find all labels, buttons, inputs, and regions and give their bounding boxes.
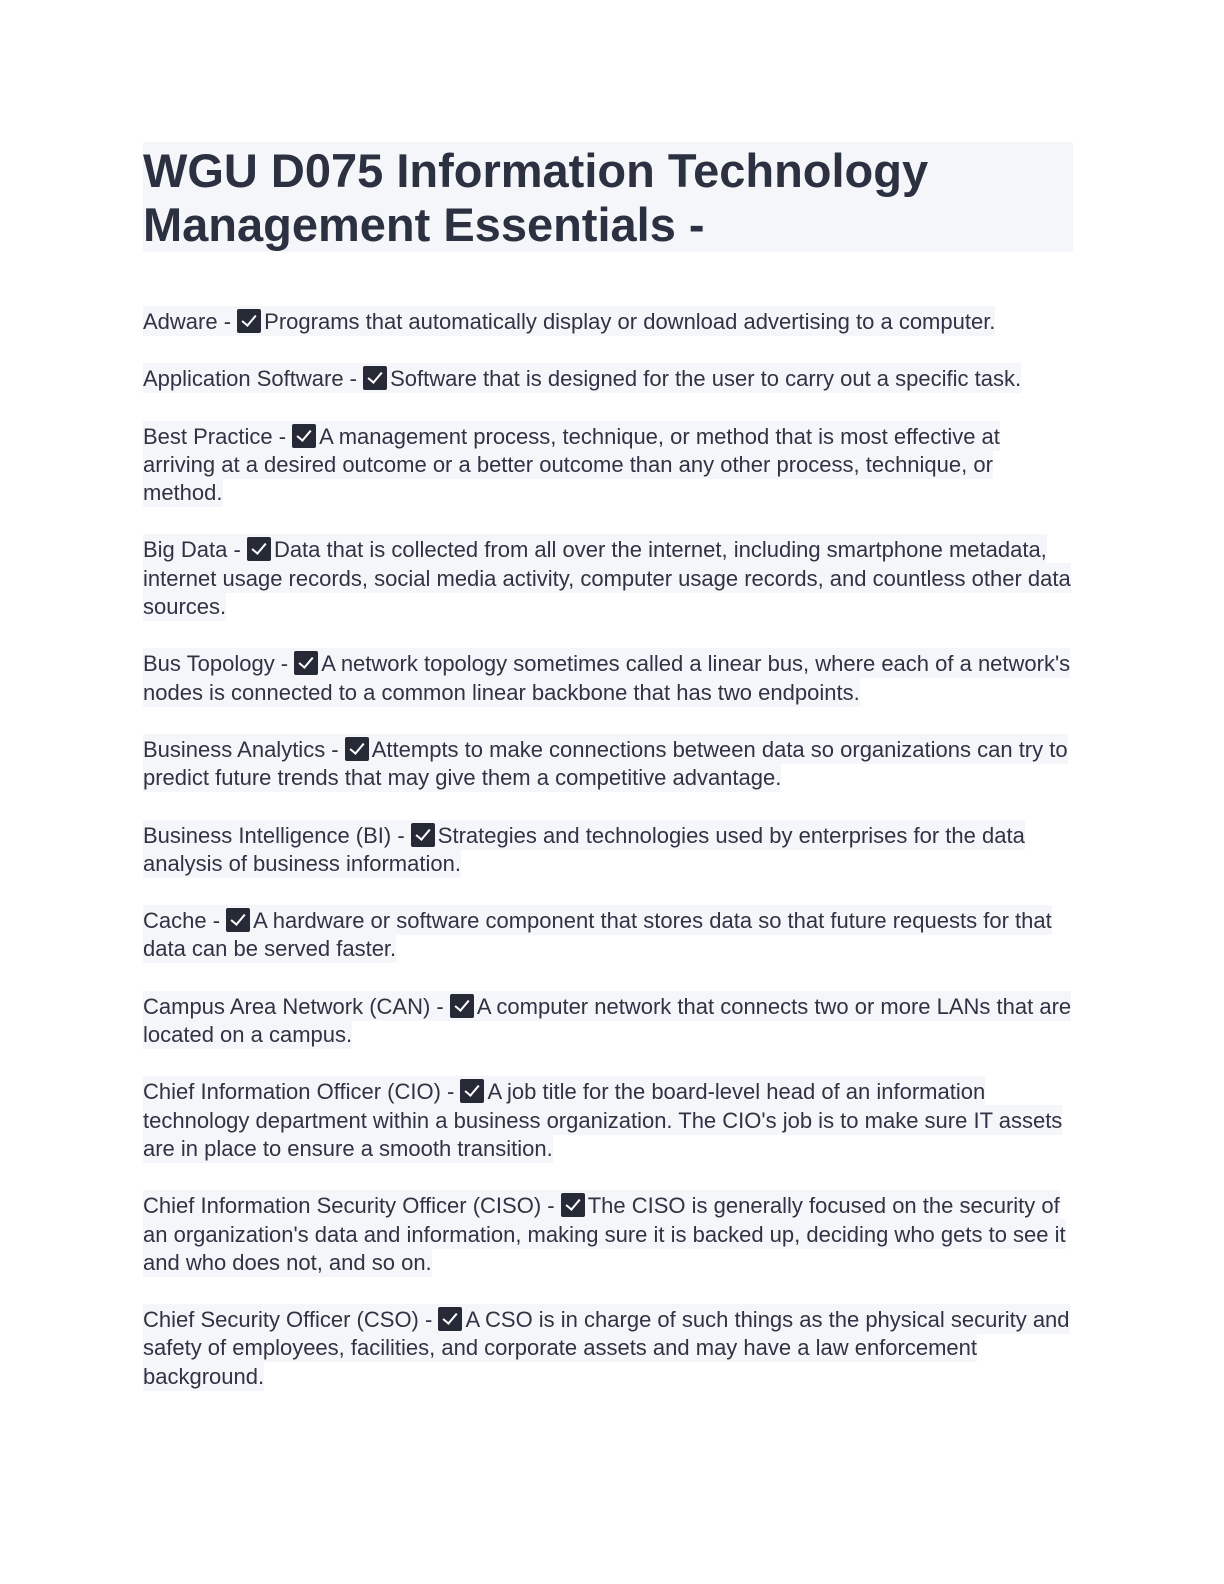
term: Business Intelligence (BI) - [143,822,411,848]
checkmark-icon [226,908,250,932]
flashcard-entry [143,1192,1073,1277]
definition: Attempts to make connections between data so organizations can try to predict future trends that may give them a competitive advantage. [143,736,1068,791]
flashcard-entry [143,822,1073,879]
definition: Software that is designed for the user to carry out a specific task. [390,366,1022,392]
term: Application Software - [143,366,364,392]
checkmark-icon [345,737,369,761]
term: Chief Security Officer (CSO) - [143,1307,439,1333]
definition: A job title for the board-level head of an information technology department within a business organization. The CIO's job is to make sure IT assets are in place to ensure a smooth transition. [143,1079,1063,1161]
term: Bus Topology - [143,651,295,677]
checkmark-icon [450,994,474,1018]
flashcard-list [143,308,1073,1391]
flashcard-entry [143,650,1073,707]
definition: Data that is collected from all over the internet, including smartphone metadata, internet usage records, social media activity, computer usage records, and countless other data sources. [143,537,1071,620]
checkmark-icon [561,1193,585,1217]
flashcard-entry [143,536,1073,621]
definition: A computer network that connects two or more LANs that are located on a campus. [143,993,1072,1048]
term: Campus Area Network (CAN) - [143,993,450,1019]
checkmark-icon [247,537,271,561]
term: Best Practice - [143,423,293,449]
checkmark-icon [292,424,316,448]
term: Adware - [143,309,238,334]
flashcard-entry [143,365,1073,393]
definition: Strategies and technologies used by enterprises for the data analysis of business information. [143,822,1025,876]
document-page [143,142,1073,1420]
term: Business Analytics - [143,736,345,762]
document-title: WGU D075 Information Technology Management Essentials - [143,144,929,251]
flashcard-entry [143,308,1073,336]
flashcard-entry [143,423,1073,508]
flashcard-entry [143,993,1073,1050]
flashcard-entry [143,1306,1073,1391]
flashcard-entry [143,907,1073,964]
checkmark-icon [294,651,318,675]
term: Chief Information Security Officer (CISO) - [143,1193,561,1219]
definition: A CSO is in charge of such things as the physical security and safety of employees, facilities, and corporate assets and may have a law enforcement background. [143,1307,1070,1389]
flashcard-entry [143,736,1073,793]
term: Cache - [143,908,227,934]
checkmark-icon [438,1307,462,1331]
checkmark-icon [460,1079,484,1103]
title-block [143,142,1073,252]
definition: A hardware or software component that stores data so that future requests for that data can be served faster. [143,908,1052,962]
checkmark-icon [363,366,387,390]
term: Big Data - [143,537,247,563]
term: Chief Information Officer (CIO) - [143,1079,461,1105]
checkmark-icon [411,823,435,847]
checkmark-icon [237,309,261,333]
definition: Programs that automatically display or download advertising to a computer. [264,309,996,334]
definition: A network topology sometimes called a linear bus, where each of a network's nodes is connected to a common linear backbone that has two endpoints. [143,651,1071,705]
definition: A management process, technique, or method that is most effective at arriving at a desired outcome or a better outcome than any other process, technique, or method. [143,423,1000,506]
definition: The CISO is generally focused on the security of an organization's data and information, making sure it is backed up, deciding who gets to see it and who does not, and so on. [143,1193,1066,1275]
flashcard-entry [143,1078,1073,1163]
